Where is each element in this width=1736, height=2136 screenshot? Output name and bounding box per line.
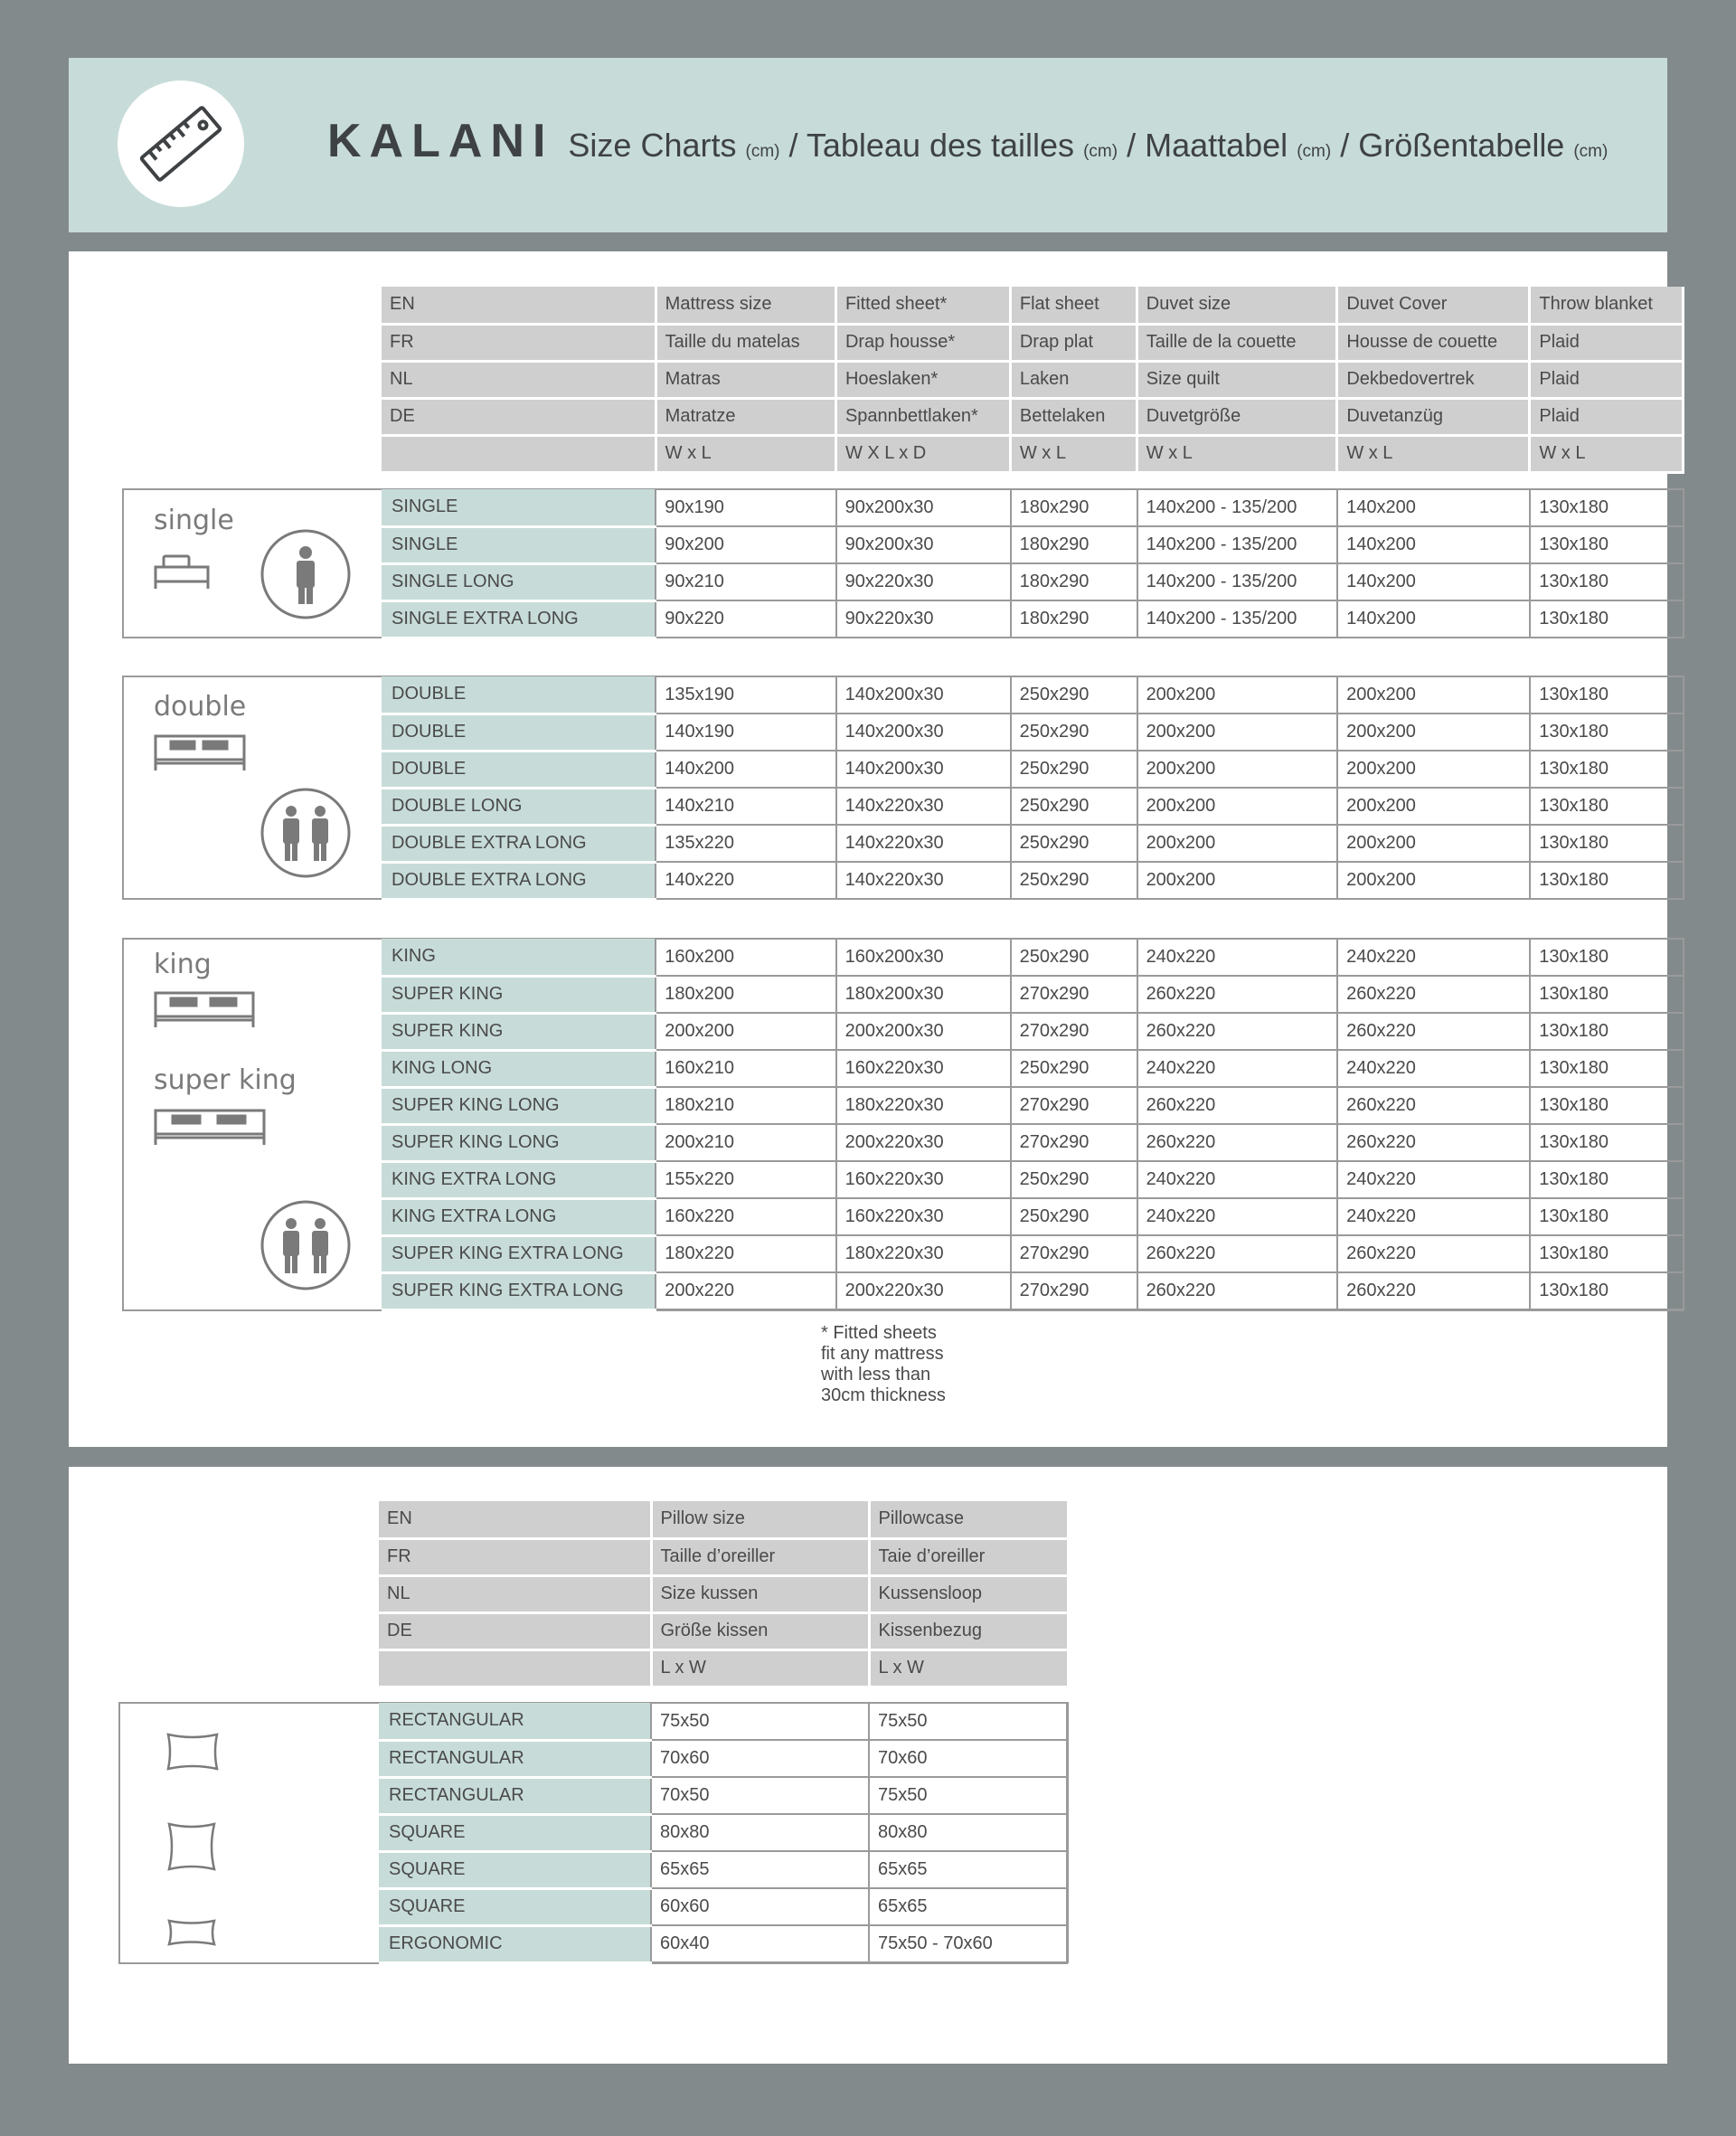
table-cell: 140x200 [1337, 563, 1530, 600]
size-name-cell: DOUBLE EXTRA LONG [382, 862, 656, 899]
size-name-cell: SUPER KING EXTRA LONG [382, 1235, 656, 1272]
table-cell: 260x220 [1337, 1013, 1530, 1050]
size-name-cell: ERGONOMIC [379, 1925, 651, 1962]
table-cell: 75x50 [869, 1703, 1068, 1740]
header-row [379, 1575, 1068, 1612]
table-cell [379, 1649, 651, 1687]
table-cell: 130x180 [1530, 1124, 1684, 1161]
table-cell: W x L [1530, 435, 1684, 472]
table-cell: 260x220 [1337, 1087, 1530, 1124]
table-cell: 200x220 [656, 1272, 835, 1309]
table-cell: Kussensloop [869, 1575, 1068, 1612]
table-cell: Taille du matelas [656, 324, 835, 361]
table-cell: 140x200 [1337, 600, 1530, 638]
header-row [379, 1612, 1068, 1649]
size-name-cell: SUPER KING [382, 976, 656, 1013]
table-cell: 270x290 [1011, 1272, 1137, 1309]
table-cell: W x L [1337, 435, 1530, 472]
title-separator: / [1118, 127, 1146, 164]
table-cell: 200x220x30 [836, 1124, 1011, 1161]
table-cell: 200x200 [1137, 862, 1338, 899]
logo-badge [118, 80, 244, 207]
size-name-cell: RECTANGULAR [379, 1703, 651, 1740]
table-cell: 90x220x30 [836, 563, 1011, 600]
table-cell: 260x220 [1137, 1235, 1338, 1272]
table-cell: NL [382, 361, 656, 398]
table-cell: 140x200 [656, 751, 835, 788]
table-cell: 160x220x30 [836, 1198, 1011, 1235]
size-name-cell: SUPER KING EXTRA LONG [382, 1272, 656, 1309]
table-cell: Size kussen [651, 1575, 869, 1612]
table-cell: 260x220 [1137, 1272, 1338, 1309]
pillow-size-table [379, 1702, 1069, 1964]
table-cell: L x W [869, 1649, 1068, 1687]
table-cell: 60x60 [651, 1888, 869, 1925]
table-row [382, 751, 1684, 788]
table-cell: 130x180 [1530, 939, 1684, 976]
table-row [382, 1161, 1684, 1198]
ergonomic-pillow-icon [165, 1916, 219, 1949]
table-cell: Mattress size [656, 287, 835, 324]
table-cell: 75x50 [869, 1777, 1068, 1814]
table-cell: 180x220 [656, 1235, 835, 1272]
table-cell: 200x200 [1337, 751, 1530, 788]
table-cell: 200x200 [1337, 676, 1530, 714]
header-row [382, 398, 1684, 435]
table-cell: 200x200x30 [836, 1013, 1011, 1050]
fitted-sheet-note [821, 1323, 946, 1406]
table-cell: 270x290 [1011, 976, 1137, 1013]
table-cell: Drap plat [1010, 324, 1137, 361]
table-cell: 160x210 [656, 1050, 835, 1087]
table-row [382, 563, 1684, 600]
table-cell: 250x290 [1011, 1161, 1137, 1198]
single-bed-icon [153, 553, 211, 591]
two-people-icon [259, 787, 352, 879]
table-cell: 200x200 [1137, 788, 1338, 825]
table-row [382, 676, 1684, 714]
table-row [382, 1013, 1684, 1050]
table-cell: 200x200 [656, 1013, 835, 1050]
size-name-cell: DOUBLE [382, 676, 656, 714]
table-cell: Fitted sheet* [835, 287, 1010, 324]
table-cell: 180x290 [1011, 489, 1137, 526]
table-cell: Taille d’oreiller [651, 1538, 869, 1575]
table-cell: 65x65 [869, 1851, 1068, 1888]
table-cell: Laken [1010, 361, 1137, 398]
table-cell: 200x200 [1137, 714, 1338, 751]
title-de: Größentabelle [1358, 127, 1565, 164]
table-cell: 240x220 [1137, 1161, 1338, 1198]
table-cell: 65x65 [651, 1851, 869, 1888]
table-cell: 90x220 [656, 600, 835, 638]
table-row [382, 976, 1684, 1013]
table-cell: 260x220 [1137, 976, 1338, 1013]
super-king-bed-icon [153, 1105, 267, 1148]
table-cell: 250x290 [1011, 1198, 1137, 1235]
table-cell: 240x220 [1137, 1198, 1338, 1235]
table-cell: W x L [1010, 435, 1137, 472]
table-cell: 75x50 [651, 1703, 869, 1740]
table-cell: Hoeslaken* [835, 361, 1010, 398]
brand-name: KALANI [327, 115, 554, 167]
king-size-table [382, 938, 1684, 1311]
table-cell: 260x220 [1337, 976, 1530, 1013]
table-cell: FR [379, 1538, 651, 1575]
table-cell: 130x180 [1530, 600, 1684, 638]
size-name-cell: RECTANGULAR [379, 1740, 651, 1777]
page-title [327, 114, 1608, 168]
title-unit: (cm) [1297, 142, 1332, 161]
header-row [379, 1649, 1068, 1687]
header-row [382, 361, 1684, 398]
title-separator: / [779, 127, 807, 164]
table-row [382, 714, 1684, 751]
table-cell: 155x220 [656, 1161, 835, 1198]
double-size-table [382, 676, 1684, 901]
table-row [382, 862, 1684, 899]
table-cell: 130x180 [1530, 825, 1684, 862]
table-cell: 65x65 [869, 1888, 1068, 1925]
table-row [379, 1814, 1068, 1851]
table-cell: 130x180 [1530, 751, 1684, 788]
table-cell: 140x200 [1337, 489, 1530, 526]
table-cell: 80x80 [869, 1814, 1068, 1851]
table-cell: 90x200 [656, 526, 835, 563]
table-row [382, 600, 1684, 638]
table-cell: 70x50 [651, 1777, 869, 1814]
table-cell: 260x220 [1337, 1124, 1530, 1161]
table-cell: Dekbedovertrek [1337, 361, 1530, 398]
table-cell: 240x220 [1337, 1161, 1530, 1198]
table-cell: 200x200 [1137, 825, 1338, 862]
table-cell: EN [379, 1501, 651, 1538]
table-cell: 140x220x30 [836, 862, 1011, 899]
table-cell: 140x200x30 [836, 676, 1011, 714]
table-cell: 80x80 [651, 1814, 869, 1851]
size-name-cell: DOUBLE [382, 714, 656, 751]
table-cell: Flat sheet [1010, 287, 1137, 324]
table-cell: W x L [1137, 435, 1337, 472]
bedding-header-table [382, 287, 1684, 474]
size-name-cell: SINGLE EXTRA LONG [382, 600, 656, 638]
table-cell: 70x60 [651, 1740, 869, 1777]
title-unit: (cm) [745, 142, 780, 161]
table-row [382, 1050, 1684, 1087]
group-label-super-king: super king [154, 1064, 297, 1096]
table-cell: Kissenbezug [869, 1612, 1068, 1649]
table-cell: 130x180 [1530, 1235, 1684, 1272]
table-cell: 130x180 [1530, 976, 1684, 1013]
one-person-icon [259, 528, 352, 620]
size-name-cell: SUPER KING LONG [382, 1124, 656, 1161]
table-cell: 240x220 [1137, 1050, 1338, 1087]
header-row [379, 1538, 1068, 1575]
header-row [379, 1501, 1068, 1538]
table-cell: 90x220x30 [836, 600, 1011, 638]
table-row [382, 526, 1684, 563]
table-cell: EN [382, 287, 656, 324]
table-cell: 130x180 [1530, 489, 1684, 526]
table-cell: 180x290 [1011, 600, 1137, 638]
table-cell: 250x290 [1011, 676, 1137, 714]
table-cell: 240x220 [1337, 1050, 1530, 1087]
size-name-cell: DOUBLE [382, 751, 656, 788]
title-unit: (cm) [1573, 142, 1609, 161]
size-name-cell: KING EXTRA LONG [382, 1161, 656, 1198]
square-pillow-icon [165, 1819, 219, 1874]
size-name-cell: SINGLE [382, 526, 656, 563]
table-cell: Taie d’oreiller [869, 1538, 1068, 1575]
table-cell: 140x200 - 135/200 [1137, 600, 1338, 638]
table-cell: 130x180 [1530, 1050, 1684, 1087]
note-line: 30cm thickness [821, 1385, 946, 1405]
group-label-king: king [154, 949, 212, 980]
rectangular-pillow-icon [163, 1729, 222, 1774]
table-cell: 200x200 [1337, 714, 1530, 751]
table-cell: 130x180 [1530, 1272, 1684, 1309]
table-cell: 250x290 [1011, 714, 1137, 751]
table-row [382, 788, 1684, 825]
table-cell: 140x200 [1337, 526, 1530, 563]
two-people-icon [259, 1199, 352, 1291]
table-cell: 270x290 [1011, 1235, 1137, 1272]
table-row [379, 1888, 1068, 1925]
table-cell: 260x220 [1137, 1087, 1338, 1124]
size-name-cell: SQUARE [379, 1888, 651, 1925]
table-cell: 240x220 [1337, 939, 1530, 976]
table-row [379, 1703, 1068, 1740]
table-cell: NL [379, 1575, 651, 1612]
table-cell: 270x290 [1011, 1124, 1137, 1161]
table-cell: 130x180 [1530, 788, 1684, 825]
table-cell: W X L x D [835, 435, 1010, 472]
size-name-cell: SINGLE [382, 489, 656, 526]
table-cell: DE [382, 398, 656, 435]
table-cell: 260x220 [1137, 1013, 1338, 1050]
table-cell: 180x220x30 [836, 1087, 1011, 1124]
size-name-cell: KING LONG [382, 1050, 656, 1087]
table-cell: 240x220 [1137, 939, 1338, 976]
page-header [69, 58, 1667, 232]
table-cell: 140x210 [656, 788, 835, 825]
table-cell: Duvet Cover [1337, 287, 1530, 324]
table-cell: Throw blanket [1530, 287, 1684, 324]
table-row [382, 1272, 1684, 1309]
table-cell: 130x180 [1530, 1198, 1684, 1235]
table-cell: FR [382, 324, 656, 361]
table-cell: 270x290 [1011, 1013, 1137, 1050]
table-cell: Matratze [656, 398, 835, 435]
size-name-cell: RECTANGULAR [379, 1777, 651, 1814]
table-cell: 135x190 [656, 676, 835, 714]
table-cell: Pillow size [651, 1501, 869, 1538]
title-unit: (cm) [1083, 142, 1118, 161]
table-cell: Bettelaken [1010, 398, 1137, 435]
header-row [382, 435, 1684, 472]
table-cell: 180x290 [1011, 563, 1137, 600]
table-cell: 130x180 [1530, 526, 1684, 563]
table-cell: 160x220x30 [836, 1050, 1011, 1087]
table-cell: 200x220x30 [836, 1272, 1011, 1309]
table-cell: 130x180 [1530, 1161, 1684, 1198]
table-cell: 240x220 [1337, 1198, 1530, 1235]
table-cell: Matras [656, 361, 835, 398]
table-cell: 130x180 [1530, 714, 1684, 751]
table-cell: 260x220 [1137, 1124, 1338, 1161]
table-cell: 60x40 [651, 1925, 869, 1962]
group-label-single: single [154, 505, 234, 536]
king-bed-icon [153, 988, 256, 1031]
table-cell: Größe kissen [651, 1612, 869, 1649]
table-cell: Taille de la couette [1137, 324, 1337, 361]
size-name-cell: SQUARE [379, 1851, 651, 1888]
title-fr: Tableau des tailles [806, 127, 1075, 164]
table-cell: 200x210 [656, 1124, 835, 1161]
table-cell: DE [379, 1612, 651, 1649]
table-cell: 90x200x30 [836, 526, 1011, 563]
table-cell: 90x210 [656, 563, 835, 600]
table-cell: 200x200 [1337, 825, 1530, 862]
table-cell: 200x200 [1137, 751, 1338, 788]
table-row [382, 489, 1684, 526]
table-cell: 250x290 [1011, 825, 1137, 862]
table-cell: Drap housse* [835, 324, 1010, 361]
table-row [382, 1087, 1684, 1124]
header-row [382, 287, 1684, 324]
table-cell: 200x200 [1337, 862, 1530, 899]
table-cell: 200x200 [1337, 788, 1530, 825]
table-cell: 90x190 [656, 489, 835, 526]
table-cell: Plaid [1530, 361, 1684, 398]
note-line: fit any mattress [821, 1344, 944, 1364]
table-row [379, 1777, 1068, 1814]
table-row [379, 1925, 1068, 1962]
table-cell: 160x200x30 [836, 939, 1011, 976]
table-cell: 250x290 [1011, 862, 1137, 899]
table-cell: 140x220x30 [836, 788, 1011, 825]
table-cell: L x W [651, 1649, 869, 1687]
table-cell: Duvet size [1137, 287, 1337, 324]
table-cell: 75x50 - 70x60 [869, 1925, 1068, 1962]
table-row [382, 1235, 1684, 1272]
table-cell: 250x290 [1011, 788, 1137, 825]
size-name-cell: KING [382, 939, 656, 976]
table-cell: Duvetgröße [1137, 398, 1337, 435]
size-name-cell: DOUBLE LONG [382, 788, 656, 825]
table-row [382, 1198, 1684, 1235]
table-cell: 130x180 [1530, 1013, 1684, 1050]
table-cell: 140x200 - 135/200 [1137, 489, 1338, 526]
table-cell: 135x220 [656, 825, 835, 862]
table-cell: 140x200x30 [836, 751, 1011, 788]
title-nl: Maattabel [1145, 127, 1288, 164]
table-cell: 160x220 [656, 1198, 835, 1235]
table-cell [382, 435, 656, 472]
table-row [382, 1124, 1684, 1161]
table-cell: 130x180 [1530, 862, 1684, 899]
table-cell: 180x200x30 [836, 976, 1011, 1013]
header-row [382, 324, 1684, 361]
table-row [382, 939, 1684, 976]
group-label-double: double [154, 691, 247, 723]
table-cell: 90x200x30 [836, 489, 1011, 526]
table-cell: 250x290 [1011, 1050, 1137, 1087]
table-cell: 250x290 [1011, 939, 1137, 976]
table-cell: 180x210 [656, 1087, 835, 1124]
table-cell: 70x60 [869, 1740, 1068, 1777]
table-cell: 260x220 [1337, 1235, 1530, 1272]
table-cell: 140x200 - 135/200 [1137, 563, 1338, 600]
table-cell: Pillowcase [869, 1501, 1068, 1538]
table-cell: Duvetanzüg [1337, 398, 1530, 435]
table-cell: 140x190 [656, 714, 835, 751]
double-bed-icon [153, 731, 247, 774]
table-cell: W x L [656, 435, 835, 472]
table-row [379, 1851, 1068, 1888]
table-cell: 270x290 [1011, 1087, 1137, 1124]
table-cell: Spannbettlaken* [835, 398, 1010, 435]
ruler-icon [134, 97, 228, 191]
table-row [382, 825, 1684, 862]
size-name-cell: SQUARE [379, 1814, 651, 1851]
table-cell: Size quilt [1137, 361, 1337, 398]
size-name-cell: SUPER KING [382, 1013, 656, 1050]
table-cell: 160x220x30 [836, 1161, 1011, 1198]
size-name-cell: SUPER KING LONG [382, 1087, 656, 1124]
table-cell: 180x200 [656, 976, 835, 1013]
single-size-table [382, 488, 1684, 639]
table-cell: 180x220x30 [836, 1235, 1011, 1272]
table-cell: 140x220 [656, 862, 835, 899]
table-cell: 200x200 [1137, 676, 1338, 714]
table-cell: 160x200 [656, 939, 835, 976]
table-cell: Housse de couette [1337, 324, 1530, 361]
table-cell: 140x200 - 135/200 [1137, 526, 1338, 563]
pillow-size-panel [69, 1467, 1667, 2064]
table-cell: 130x180 [1530, 676, 1684, 714]
table-cell: 250x290 [1011, 751, 1137, 788]
size-name-cell: KING EXTRA LONG [382, 1198, 656, 1235]
note-line: * Fitted sheets [821, 1323, 937, 1343]
bedding-size-panel [69, 251, 1667, 1447]
table-row [379, 1740, 1068, 1777]
note-line: with less than [821, 1365, 931, 1385]
table-cell: Plaid [1530, 398, 1684, 435]
table-cell: 130x180 [1530, 563, 1684, 600]
table-cell: 260x220 [1337, 1272, 1530, 1309]
table-cell: 140x220x30 [836, 825, 1011, 862]
table-cell: Plaid [1530, 324, 1684, 361]
table-cell: 140x200x30 [836, 714, 1011, 751]
size-name-cell: DOUBLE EXTRA LONG [382, 825, 656, 862]
title-en: Size Charts [568, 127, 737, 164]
pillow-header-table [379, 1501, 1070, 1688]
table-cell: 130x180 [1530, 1087, 1684, 1124]
size-name-cell: SINGLE LONG [382, 563, 656, 600]
title-separator: / [1331, 127, 1359, 164]
table-cell: 180x290 [1011, 526, 1137, 563]
